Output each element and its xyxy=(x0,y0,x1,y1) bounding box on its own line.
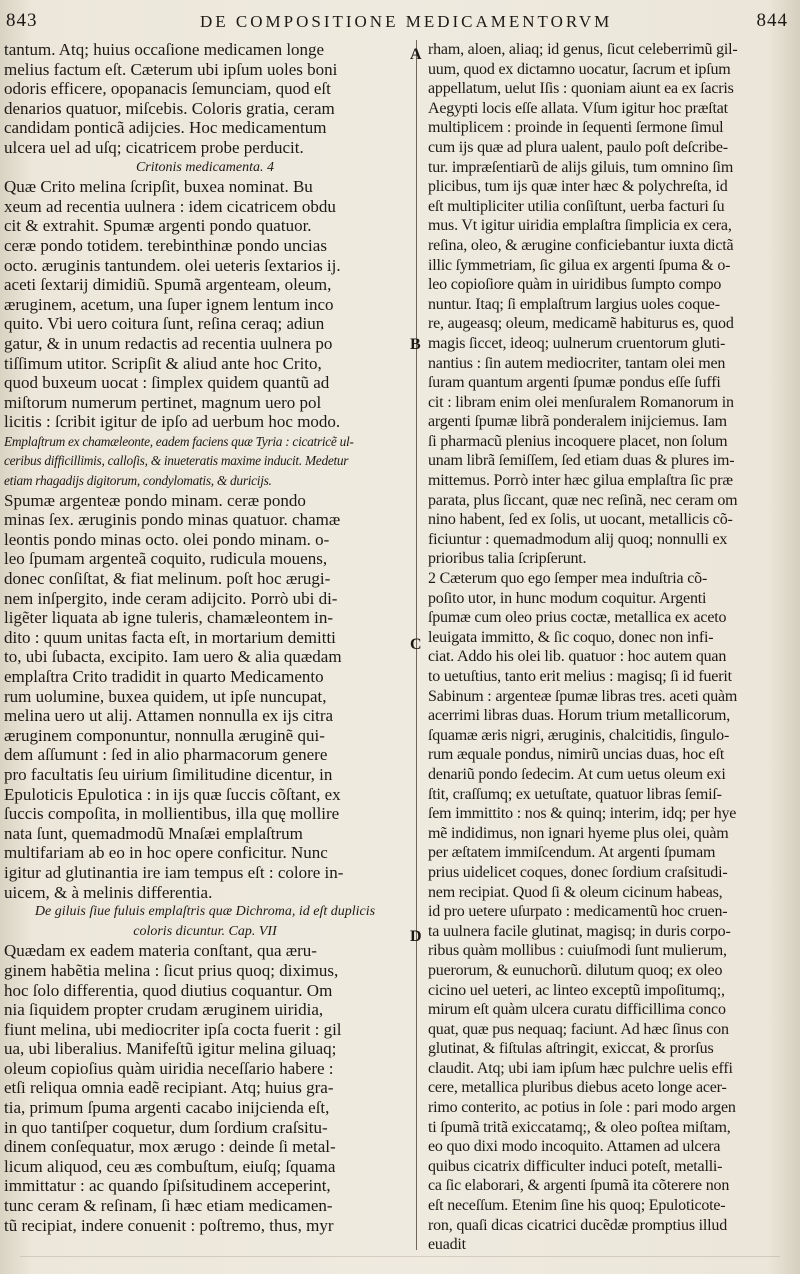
text-line: æruginem componuntur, nonnulla æruginẽ qui- xyxy=(4,725,325,745)
text-line: dem aſſumunt : ſed in alio pharmacorum genere xyxy=(4,745,328,765)
text-line: ſuram quantum argenti ſpumæ pondus eſſe ſuffi xyxy=(428,374,721,392)
text-line: ſi pharmacũ plenius incoquere placet, non ſolum xyxy=(428,432,728,450)
text-line: oleum copioſius quàm uiridia neceſſario habere : xyxy=(4,1058,334,1078)
text-line: octo. æruginis tantundem. olei ueteris ſextarios ij. xyxy=(4,255,341,275)
text-line: æruginem, acetum, una ſuper ignem lentum inco xyxy=(4,294,334,314)
text-line: Critonis medicamenta. 4 xyxy=(135,159,275,175)
text-line: dinem conſequatur, mox ærugo : deinde ſi metal- xyxy=(4,1137,336,1157)
margin-letter-a: A xyxy=(410,46,422,63)
text-line: miſtorum numerum pertinet, magnum uero pol xyxy=(4,392,322,412)
text-line: denariũ pondo ſedecim. At cum uetus oleum exi xyxy=(428,765,726,783)
text-line: etſi reliqua omnia eadẽ recipiant. Atq; huius gra- xyxy=(4,1078,334,1098)
text-line: glutinat, & fiſtulas aſtringit, exiccat, & prorſus xyxy=(428,1040,714,1058)
text-line: prius uidelicet coques, donec ſordium craſsitudi- xyxy=(428,863,728,881)
text-line: uicem, & à melinis differentia. xyxy=(4,882,213,902)
text-line: tia, primum ſpuma argenti cacabo inijcienda eſt, xyxy=(4,1098,330,1118)
text-line: ſuccis compoſita, in mollientibus, illa quę mollire xyxy=(4,804,340,824)
text-line: melius factum eſt. Cæterum ubi ipſum uoles boni xyxy=(4,59,338,79)
text-line: mẽ indidimus, non ignari hyeme plus olei, quàm xyxy=(428,824,729,842)
text-line: nantius : ſin autem mediocriter, tantam olei men xyxy=(428,354,726,372)
text-line: per æſtatem immiſcendum. At argenti ſpumam xyxy=(428,844,716,862)
text-line: minas ſex. æruginis pondo minas quatuor. chamæ xyxy=(4,510,341,530)
text-line: tũ recipiat, indere conuenit : poſtremo, thus, myr xyxy=(4,1215,334,1235)
text-line: nata ſunt, quemadmodũ Mnaſæi emplaſtrum xyxy=(4,823,303,843)
text-line: Spumæ argenteæ pondo minam. ceræ pondo xyxy=(4,490,306,510)
text-line: nino habent, ſed ex ſolis, ut uocant, metallicis cõ- xyxy=(428,511,733,529)
text-line: eſt neceſſum. Etenim ſine his quoq; Epuloticote- xyxy=(428,1197,726,1215)
text-line: cum ijs quæ ad plura ualent, paulo poſt deſcribe- xyxy=(428,138,728,156)
text-line: rum uolumine, buxea quidem, ut ipſe nuncupat, xyxy=(4,686,327,706)
text-line: ca ſic elaborari, & argenti ſpumã ita cõterere non xyxy=(428,1177,730,1195)
text-line: emplaſtra Crito tradidit in quarto Medicamento xyxy=(4,667,324,686)
text-line: denarios quatuor, miſcebis. Coloris gratia, ceram xyxy=(4,98,335,118)
page-number-right: 844 xyxy=(756,10,788,31)
text-line: Emplaſtrum ex chamæleonte, eadem faciens quæ Tyria : cicatricẽ ul- xyxy=(4,433,354,449)
text-line: ribus quàm mollibus : cuiuſmodi ſunt mulierum, xyxy=(428,942,727,960)
text-line: euadit xyxy=(428,1236,466,1254)
text-line: igitur ad glutinantia ire iam tempus eſt : colore in- xyxy=(4,862,344,882)
text-line: multifariam ab eo in hoc opere conficitur. Nunc xyxy=(4,843,328,863)
running-title: DE COMPOSITIONE MEDICAMENTORVM xyxy=(200,12,613,31)
text-line: multiplicem : proinde in ſequenti ſermone ſimul xyxy=(428,119,724,137)
text-line: aceti ſextarij dimidiũ. Spumã argenteam, oleum, xyxy=(4,275,332,295)
text-line: cit : libram enim olei menſuralem Romanorum in xyxy=(428,393,734,411)
page-number-left: 843 xyxy=(6,10,38,31)
text-line: rham, aloen, aliaq; id genus, ſicut celeberrimũ gil- xyxy=(428,41,738,58)
margin-letter-b: B xyxy=(410,336,421,353)
margin-letter-c: C xyxy=(410,636,422,653)
text-line: ſem immittito : nos & quinq; interim, idq; per hye xyxy=(428,805,737,823)
text-line: puerorum, & eunuchorũ. dilutum quoq; ex oleo xyxy=(428,961,723,979)
text-line: donec conſiſtat, & fiat melinum. poſt hoc ærugi- xyxy=(4,569,331,589)
text-line: licum aliquod, ceu æs combuſtum, eiuſq; ſquama xyxy=(4,1156,336,1176)
text-line: eſt multipliciter utilia conſiſtunt, uerba facturi ſu xyxy=(428,197,725,215)
text-line: immittatur : ac quando ſpiſsitudinem acceperint, xyxy=(4,1176,331,1196)
text-line: pro facultatis ſeu uirium ſimilitudine dicentur, in xyxy=(4,764,333,784)
text-line: mus. Vt igitur uiridia emplaſtra ſimplicia ex cera, xyxy=(428,217,732,235)
text-line: quod buxeum uocat : ſimplex quidem quantũ ad xyxy=(4,373,330,393)
text-line: magis ſiccet, ideoq; uulnerum cruentorum gluti- xyxy=(428,334,726,352)
text-line: plicibus, tum ijs quæ inter hæc & polychreſta, id xyxy=(428,178,728,196)
left-text-column xyxy=(4,40,406,1235)
text-line: ſquamæ æris nigri, æruginis, chalcitidis, ſingulo- xyxy=(428,726,730,744)
text-line: nem inſpergito, inde ceram adijcito. Porrò ubi di- xyxy=(4,588,338,608)
text-line: parata, plus ſiccant, quæ nec reſinã, nec ceram om xyxy=(428,491,738,509)
running-header xyxy=(0,8,800,38)
text-line: cere, metallica pluribus diebus aceto longe acer- xyxy=(428,1079,727,1097)
text-line: 2 Cæterum quo ego ſemper mea induſtria cõ- xyxy=(428,570,708,588)
text-line: tur. impræſentiarũ de alijs giluis, tum omnino ſim xyxy=(428,158,734,176)
text-line: tunc ceram & reſinam, ſi hæc etiam medicamen- xyxy=(4,1196,333,1216)
text-line: ciat. Addo his olei lib. quatuor : hoc autem quan xyxy=(428,648,727,666)
text-line: ceribus difficillimis, calloſis, & inueteratis maxime inducit. Medetur xyxy=(4,453,349,469)
text-line: ti ſpumã tritã exiccatamq;, & oleo poſtea miſtam, xyxy=(428,1118,731,1136)
text-line: leontis pondo minas octo. olei pondo minam. o- xyxy=(4,529,330,549)
text-line: prioribus talia ſcripſerunt. xyxy=(428,550,587,568)
text-line: ginem habẽtia melina : ſicut prius quoq; diximus, xyxy=(4,960,339,980)
text-line: quito. Vbi uero coitura ſunt, reſina ceraq; adiun xyxy=(4,314,325,334)
text-line: Sabinum : argenteæ ſpumæ libras tres. aceti quàm xyxy=(428,687,738,705)
text-line: leuigata immitto, & ſic coquo, donec non infi- xyxy=(428,628,714,646)
text-line: hoc ſolo differentia, quod diutius coquantur. Om xyxy=(4,980,333,1000)
text-line: nia ſiquidem propter crudam æruginem uiridia, xyxy=(4,1000,324,1020)
text-line: cit & extrahit. Spumæ argenti pondo quatuor. xyxy=(4,216,312,236)
text-line: unam librã ſemiſſem, ſed etiam duas & plures im- xyxy=(428,452,735,470)
text-line: tantum. Atq; huius occaſione medicamen longe xyxy=(4,40,325,59)
text-line: mirum eſt quàm ulcera curatu difficillima conco xyxy=(428,1001,726,1019)
text-line: fiunt melina, ubi mediocriter ipſa cocta fuerit : gil xyxy=(4,1019,342,1039)
text-line: nuntur. Itaq; ſi emplaſtrum largius uoles coque- xyxy=(428,295,720,313)
text-line: leo copioſiore quàm in uiridibus ſumpto compo xyxy=(428,276,722,294)
text-line: Epuloticis Epulotica : in ijs quæ ſuccis cõſtant, ex xyxy=(4,784,341,804)
bottom-bleed-through xyxy=(20,1256,780,1271)
text-line: id pro uetere uſurpato : medicamentũ hoc cruen- xyxy=(428,903,728,921)
text-line: candidam ponticã adijcies. Hoc medicamentum xyxy=(4,118,327,138)
text-line: licitis : ſcribit igitur de ipſo ad uerbum hoc modo. xyxy=(4,412,341,432)
right-text-column xyxy=(428,40,796,1255)
text-line: Aegypti locis eſſe allata. Vſum igitur hoc præſtat xyxy=(428,99,728,117)
text-line: argenti ſpumæ librã ponderalem inijciemus. Iam xyxy=(428,413,727,431)
text-line: ficiuntur : quemadmodum alij quoq; nonnulli ex xyxy=(428,530,728,548)
text-line: ſpumæ cum oleo prius coctæ, metallica ex aceto xyxy=(428,609,727,627)
text-line: re, augeasq; oleum, medicamẽ habiturus es, quod xyxy=(428,315,734,333)
text-line: rimo conterito, ac potius in ſole : pari modo argen xyxy=(428,1099,736,1117)
text-line: ceræ pondo totidem. terebinthinæ pondo uncias xyxy=(4,235,327,255)
text-line: appellatum, uelut Iſis : quoniam aiunt ea ex ſacris xyxy=(428,80,734,98)
text-line: eo quo dixi modo incoquito. Attamen ad ulcera xyxy=(428,1138,721,1156)
text-line: claudit. Atq; ubi iam ipſum hæc pulchre uelis effi xyxy=(428,1059,733,1077)
text-line: ta uulnera facile glutinat, magisq; in duris corpo- xyxy=(428,922,731,940)
text-line: ua, ubi liberalius. Manifeſtũ igitur melina giluaq; xyxy=(4,1039,337,1059)
text-line: gatur, & in unum redactis ad recentia uulnera po xyxy=(4,333,333,353)
text-line: melina uero ut alij. Attamen nonnulla ex ijs citra xyxy=(4,706,334,726)
text-line: rum æquale pondus, nimirũ uncias duas, hoc eſt xyxy=(428,746,725,764)
text-line: acerrimi libras duas. Horum trium metallicorum, xyxy=(428,707,731,725)
text-line: coloris dicuntur. Cap. VII xyxy=(133,923,277,939)
text-line: reſina, oleo, & ærugine conficiebantur iuxta dictã xyxy=(428,236,734,254)
text-line: quibus cicatrix difficulter induci poteſt, metalli- xyxy=(428,1157,723,1175)
text-line: quat, quæ pus nequaq; faciunt. Ad hæc ſinus con xyxy=(428,1020,729,1038)
text-line: in quo tantiſper coquetur, dum ſordium craſsitu- xyxy=(4,1117,328,1137)
text-line: uum, quod ex dictamno uocatur, ſacrum et ipſum xyxy=(428,60,731,78)
text-line: etiam rhagadijs digitorum, condylomatis, & duricijs. xyxy=(4,473,272,489)
text-line: leo ſpumam argenteã coquito, rudicula mouens, xyxy=(4,549,328,569)
text-line: De giluis ſiue fuluis emplaſtris quæ Dichroma, id eſt duplicis xyxy=(34,904,376,920)
text-line: ligẽter liquata ab igne tuleris, chamæleontem in- xyxy=(4,608,334,628)
text-line: dito : quum unitas facta eſt, in mortarium demitti xyxy=(4,627,336,647)
text-line: mittemus. Porrò inter hæc gilua emplaſtra ſic præ xyxy=(428,472,733,490)
text-line: ron, quaſi dicas cicatrici ducẽdæ promptius illud xyxy=(428,1216,728,1234)
text-line: ſtit, craſſumq; ex uetuſtate, quatuor libras ſemiſ- xyxy=(428,785,722,803)
text-line: to uetuſtius, tanto erit melius : magisq; ſi id fuerit xyxy=(428,668,732,685)
text-line: odoris efficere, opopanacis ſemunciam, quod eſt xyxy=(4,79,331,99)
text-line: cicino uel ueteri, ac linteo exceptũ impoſitumq;, xyxy=(428,981,725,999)
text-line: Quæ Crito melina ſcripſit, buxea nominat. Bu xyxy=(4,177,313,197)
text-line: poſito utor, in hunc modum coquitur. Argenti xyxy=(428,589,707,607)
text-line: nem recipiat. Quod ſi & oleum cicinum habeas, xyxy=(428,883,723,901)
text-line: tiſſimum utitor. Scripſit & aliud ante hoc Crito, xyxy=(4,353,322,373)
text-line: illic ſymmetriam, ſic gilua ex argenti ſpuma & o- xyxy=(428,256,731,274)
margin-letter-d: D xyxy=(410,928,422,945)
text-line: Quædam ex eadem materia conſtant, qua æru- xyxy=(4,941,317,961)
text-line: to, ubi ſubacta, excipito. Iam uero & alia quædam xyxy=(4,647,342,667)
text-line: xeum ad recentia uulnera : idem cicatricem obdu xyxy=(4,196,336,216)
text-line: ulcera uel ad uſq; cicatricem probe perducit. xyxy=(4,137,304,157)
